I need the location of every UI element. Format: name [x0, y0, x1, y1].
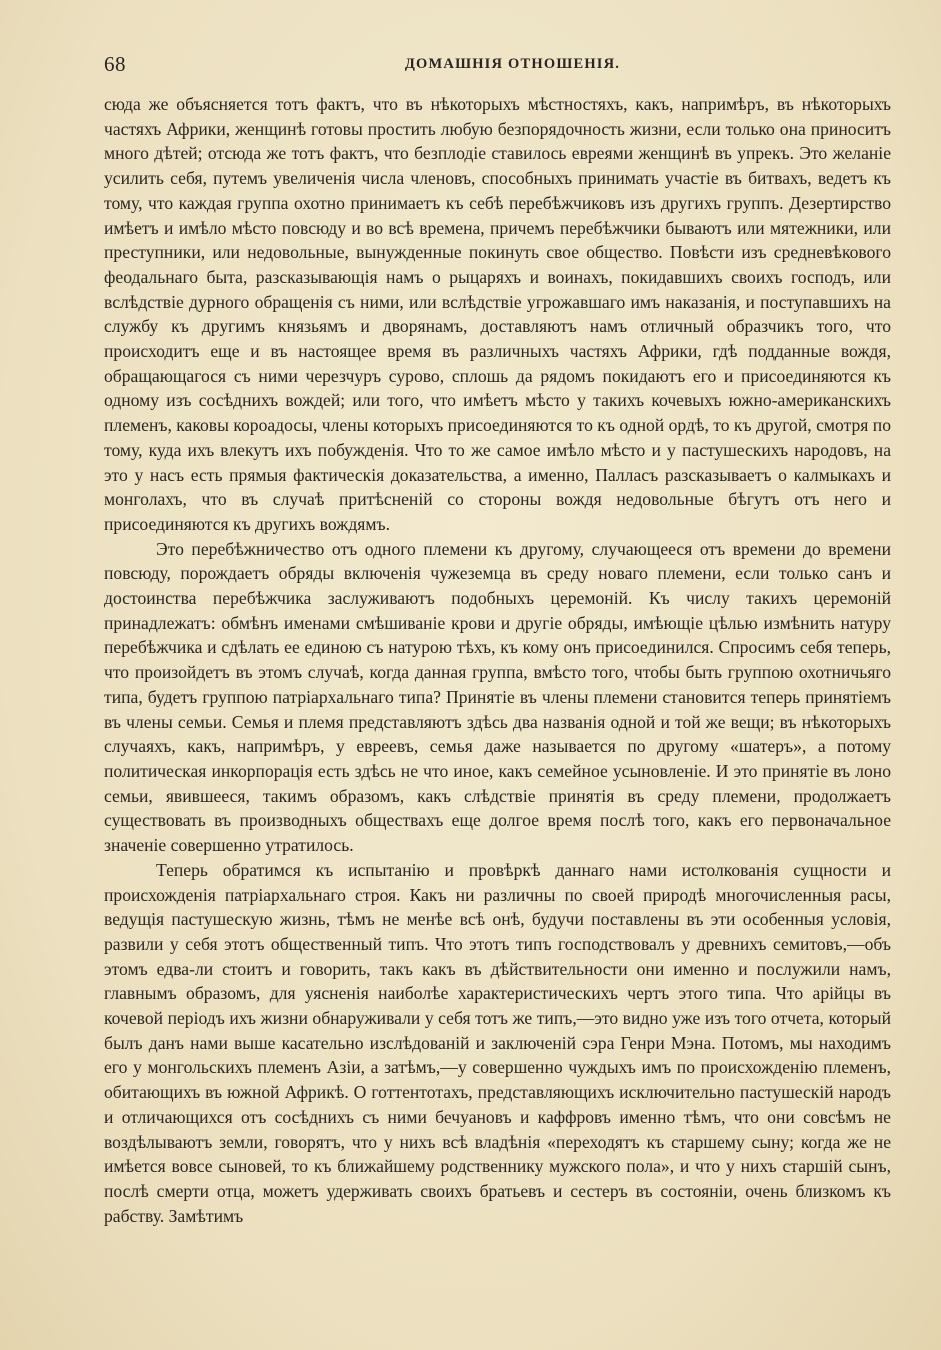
page-header	[104, 52, 891, 92]
paragraph: Это перебѣжничество отъ одного племени къ другому, случающееся отъ времени до времени повсюду, порождаетъ обряды включенія чужеземца въ среду новаго племени, если только санъ и достоинства перебѣжчика заслуживаютъ подобныхъ церемоній. Къ числу такихъ церемоній принадлежатъ: обмѣнъ именами смѣшиваніе крови и другіе обряды, имѣющіе цѣлью измѣнить натуру перебѣжчика и сдѣлать ее единою съ натурою тѣхъ, къ кому онъ присоединился. Спросимъ себя теперь, что произойдетъ въ этомъ случаѣ, когда данная группа, вмѣсто того, чтобы быть группою охотничьяго типа, будетъ группою патріархальнаго типа? Принятіе въ члены племени становится теперь принятіемъ въ члены семьи. Семья и племя представляютъ здѣсь два названія одной и той же вещи; въ нѣкоторыхъ случаяхъ, какъ, напримѣръ, у евреевъ, семья даже называется по другому «шатеръ», а потому политическая инкорпорація есть здѣсь не что иное, какъ семейное усыновленіе. И это принятіе въ лоно семьи, явившееся, такимъ образомъ, какъ слѣдствіе принятія въ среду племени, продолжаетъ существовать въ производныхъ обществахъ еще долгое время послѣ того, какъ его первоначальное значеніе совершенно утратилось.	[104, 538, 891, 856]
body-text	[104, 92, 891, 1228]
running-title: ДОМАШНІЯ ОТНОШЕНІЯ.	[404, 56, 621, 72]
paragraph: Теперь обратимся къ испытанію и провѣркѣ даннаго нами истолкованія сущности и происхожденія патріархальнаго строя. Какъ ни различны по своей природѣ многочисленныя расы, ведущія пастушескую жизнь, тѣмъ не менѣе всѣ онѣ, будучи поставлены въ эти особенныя условія, развили у себя этотъ общественный типъ. Что этотъ типъ господствовалъ у древнихъ семитовъ,—объ этомъ едва-ли стоитъ и говорить, такъ какъ въ дѣйствительности они именно и послужили намъ, главнымъ образомъ, для уясненія наиболѣе характеристическихъ чертъ этого типа. Что арійцы въ кочевой періодъ ихъ жизни обнаруживали у себя тотъ же типъ,—это видно уже изъ того отчета, который былъ данъ нами выше касательно изслѣдованій и заключеній сэра Генри Мэна. Потомъ, мы находимъ его у монгольскихъ племенъ Азіи, а затѣмъ,—у совершенно чуждыхъ имъ по происхожденію племенъ, обитающихъ въ южной Африкѣ. О готтентотахъ, представляющихъ исключительно пастушескій народъ и отличающихся отъ сосѣднихъ съ ними бечуановъ и каффровъ именно тѣмъ, что они совсѣмъ не воздѣлываютъ земли, говорятъ, что у нихъ всѣ владѣнія «переходятъ къ старшему сыну; когда же не имѣется вовсе сыновей, то къ ближайшему родственнику мужского пола», и что у нихъ старшій сынъ, послѣ смерти отца, можетъ удерживать своихъ братьевъ и сестеръ въ состояніи, очень близкомъ къ рабству. Замѣтимъ	[104, 859, 891, 1226]
page-number: 68	[104, 52, 126, 76]
paragraph: сюда же объясняется тотъ фактъ, что въ нѣкоторыхъ мѣстностяхъ, какъ, напримѣръ, въ нѣкоторыхъ частяхъ Африки, женщинѣ готовы простить любую безпорядочность жизни, если только она приноситъ много дѣтей; отсюда же тотъ фактъ, что безплодіе ставилось евреями женщинѣ въ упрекъ. Это желаніе усилить себя, путемъ увеличенія числа членовъ, способныхъ принимать участіе въ битвахъ, ведетъ къ тому, что каждая группа охотно принимаетъ къ себѣ перебѣжчиковъ изъ другихъ группъ. Дезертирство имѣетъ и имѣло мѣсто повсюду и во всѣ времена, причемъ перебѣжчики бываютъ или мятежники, или преступники, или недовольные, вынужденные покинуть свое общество. Повѣсти изъ средневѣкового феодальнаго быта, разсказывающія намъ о рыцаряхъ и воинахъ, покидавшихъ своихъ господъ, или вслѣдствіе дурного обращенія съ ними, или вслѣдствіе угрожавшаго имъ наказанія, и поступавшихъ на службу къ другимъ князьямъ и дворянамъ, доставляютъ намъ отличный образчикъ того, что происходитъ еще и въ настоящее время въ различныхъ частяхъ Африки, гдѣ подданные вождя, обращающагося съ ними черезчуръ сурово, сплошь да рядомъ покидаютъ его и присоединяются къ одному изъ сосѣднихъ вождей; или того, что имѣетъ мѣсто у такихъ кочевыхъ южно-американскихъ племенъ, каковы короадосы, члены которыхъ присоединяются то къ одной ордѣ, то къ другой, смотря по тому, куда ихъ влекутъ ихъ побужденія. Что то же самое имѣло мѣсто и у пастушескихъ народовъ, на это у насъ есть прямыя фактическія доказательства, а именно, Палласъ разсказываетъ о калмыкахъ и монголахъ, что въ случаѣ притѣсненій со стороны вождя недовольные бѣгутъ отъ него и присоединяются къ другихъ вождямъ.	[104, 94, 891, 534]
